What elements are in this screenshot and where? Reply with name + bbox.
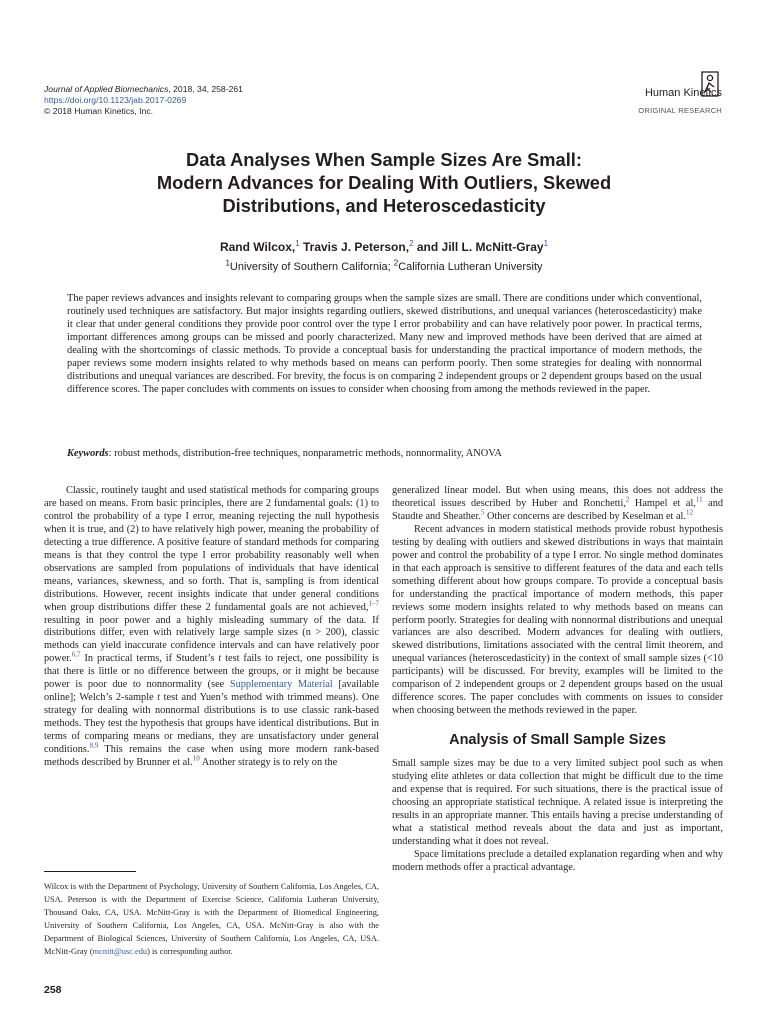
affiliation-mark: 2 — [393, 258, 399, 268]
journal-issue: , 2018, 34, 258-261 — [168, 84, 243, 94]
text-run: test and Yuen’s method with trimmed means). One strategy for dealing with nonnormal distributions is to use classic rank-based methods. They test the hypothesis that groups have identical distributions. But in terms of comparing means or medians, they are unsatisfactory under general conditions. — [44, 692, 380, 756]
publisher-block — [602, 70, 722, 120]
section-heading: Analysis of Small Sample Sizes — [449, 732, 666, 749]
publisher-name: Human Kinetics — [644, 87, 722, 99]
text-run: Other concerns are described by Keselman et al. — [484, 510, 686, 522]
citation-link[interactable]: 5 — [480, 508, 485, 517]
text-run: and Staudte and Sheather. — [392, 497, 723, 522]
affiliation-text: California Lutheran University — [398, 261, 543, 273]
body-paragraph: Space limitations preclude a detailed explanation regarding when and why modern methods offer a practical advantage. — [392, 848, 723, 873]
page-number: 258 — [44, 984, 62, 996]
abstract: The paper reviews advances and insights relevant to comparing groups when the sample sizes are small. There are conditions under which conventional, routinely used techniques are satisfactory. But major insights regarding outliers, skewed distributions, and unequal variances (heteroscedasticity) make it clear that under general conditions they provide poor control over the type I error probability and can have relatively poor power. In practical terms, important differences among groups can be missed and poorly characterized. Many new and improved methods have been derived that are aimed at dealing with the shortcomings of classic methods. To provide a conceptual basis for understanding the practical importance of modern methods, the paper reviews some modern insights related to why methods based on means can perform poorly. Then some strategies for dealing with nonnormal distributions and unequal variances are described. For brevity, the focus is on comparing 2 independent groups or 2 dependent groups based on the usual difference scores. The paper concludes with comments on issues to consider when choosing from among the methods reviewed in the paper. — [67, 293, 702, 395]
text-run: In practical terms, if Student’s — [80, 653, 219, 665]
affiliations — [60, 258, 708, 273]
title-line: Modern Advances for Dealing With Outliers, Skewed — [156, 172, 612, 193]
author-name: Travis J. Peterson, — [303, 240, 410, 254]
citation-link[interactable]: 8,9 — [89, 741, 99, 750]
citation-link[interactable]: 2 — [625, 495, 630, 504]
affiliation-mark: 1 — [225, 258, 230, 268]
authors-and: and — [416, 240, 439, 254]
email-link[interactable]: mcnitt@usc.edu — [92, 947, 148, 956]
author-affiliation-mark[interactable]: 1 — [295, 239, 300, 248]
author-footnote — [44, 880, 379, 958]
text-run: resulting in poor power and a highly misleading summary of the data. If distributions differ, even with relatively large sample sizes (n > 200), classic methods can yield inaccurate confidence intervals and can have relatively poor power. — [44, 614, 379, 665]
body-paragraph — [44, 485, 379, 770]
author-name: Rand Wilcox, — [219, 240, 296, 254]
keywords — [67, 448, 702, 459]
author-affiliation-mark[interactable]: 1 — [543, 239, 549, 248]
author-list — [60, 240, 708, 254]
footnote-text: Wilcox is with the Department of Psychology, University of Southern California, Los Angeles, CA, USA. Peterson is with the Department of Exercise Science, California Lutheran University, Thousand Oaks, CA, USA. McNitt-Gray is with the Department of Biomedical Engineering, University of Southern California, Los Angeles, CA, USA. McNitt-Gray is also with the Department of Biological Sciences, University of Southern California, Los Angeles, CA, USA. McNitt-Gray ( — [44, 882, 379, 956]
doi-link[interactable]: https://doi.org/10.1123/jab.2017-0269 — [44, 95, 187, 105]
left-column — [44, 485, 379, 770]
footnote-divider — [44, 871, 136, 872]
body-paragraph: Small sample sizes may be due to a very limited subject pool such as when studying elite athletes or data collection that might be difficult due to the time and expense that is required. For such situations, there is the practical issue of choosing an appropriate statistical technique. A related issue is interpreting the results in an appropriate manner. This entails having a precise understanding of what a statistical method reveals about the data and just as important, understanding what it does not reveal. — [392, 758, 723, 847]
citation-link[interactable]: 12 — [686, 508, 693, 517]
footnote-text: ) is corresponding author. — [147, 947, 233, 956]
text-run: test fails to reject, one possibility is that there is little or no difference between the groups, or it might be because power is poor due to nonnormality (see — [44, 653, 380, 691]
body-paragraph: Recent advances in modern statistical methods provide robust hypothesis testing by dealing with outliers and skewed distributions in ways that maintain power and control the probability of a type I error. No single method dominates in that each approach is sensitive to different features of the data and each tells something different about how groups compare. To provide a conceptual basis for understanding the practical importance of modern methods, this paper reviews some modern insights related to why methods based on means can perform poorly. Strategies for dealing with nonnormal distributions and unequal variances are also described. Modern advances for dealing with outliers, skewed distributions, limitations associated with the central limit theorem, and unequal variances (heteroscedasticity) in the context of small sample sizes (<10 participants) will be discussed. For brevity, examples will be limited to the comparison of 2 independent groups or 2 dependent groups based on the usual difference scores. The paper concludes with comments on issues to consider when choosing between the methods reviewed in the paper. — [392, 523, 723, 717]
journal-name: Journal of Applied Biomechanics — [44, 84, 169, 94]
copyright: © 2018 Human Kinetics, Inc. — [44, 106, 154, 116]
title-line: Distributions, and Heteroscedasticity — [222, 195, 546, 216]
citation-link[interactable]: 10 — [192, 754, 200, 763]
text-run: generalized linear model. But when using means, this does not address the theoretical issues described by Huber and Ronchetti, — [392, 485, 723, 509]
affiliation-text: University of Southern California; — [229, 261, 391, 273]
text-run: Another strategy is to rely on the — [199, 757, 338, 769]
text-run: [available online]; Welch’s 2-sample — [44, 679, 379, 704]
right-column — [392, 485, 723, 875]
text-run: Classic, routinely taught and used statistical methods for comparing groups are based on means. From basic principles, there are 2 fundamental goals: (1) to control the probability of a type I error, meaning rejecting the null hypothesis when it is true, and (2) to have relatively high power, meaning the probability of detecting a true difference. A positive feature of standard methods for comparing means is that they control the type I error probability reasonably well when observations are sampled from populations of individuals that have identical means, variances, skewness, and so forth. That is, sampling is from identical distributions. However, recent insights indicate that under general conditions when group distributions differ these 2 fundamental goals are not achieved, — [44, 485, 379, 613]
text-run: This remains the case when using more modern rank-based methods described by Brunner et al. — [44, 744, 379, 769]
citation-link[interactable]: 11 — [695, 495, 703, 504]
citation-link[interactable]: 1–7 — [368, 599, 379, 608]
keywords-text: robust methods, distribution-free techniques, nonparametric methods, nonnormality, ANOVA — [114, 448, 502, 459]
body-paragraph — [392, 485, 723, 524]
keywords-separator: : — [108, 448, 112, 459]
title-line: Data Analyses When Sample Sizes Are Small: — [186, 149, 582, 170]
italic-t: t — [218, 653, 222, 665]
author-affiliation-mark[interactable]: 2 — [409, 239, 414, 248]
keywords-label: Keywords — [67, 448, 109, 459]
text-run: Hampel et al, — [629, 497, 696, 509]
journal-header — [44, 84, 243, 117]
journal-citation — [44, 84, 243, 95]
article-title — [60, 148, 708, 217]
supplementary-material-link[interactable]: Supplementary Material — [229, 679, 333, 691]
italic-t: t — [157, 692, 161, 704]
author-name: Jill L. McNitt-Gray — [441, 240, 544, 254]
citation-link[interactable]: 6,7 — [71, 650, 81, 659]
article-type-label: ORIGINAL RESEARCH — [638, 106, 722, 115]
